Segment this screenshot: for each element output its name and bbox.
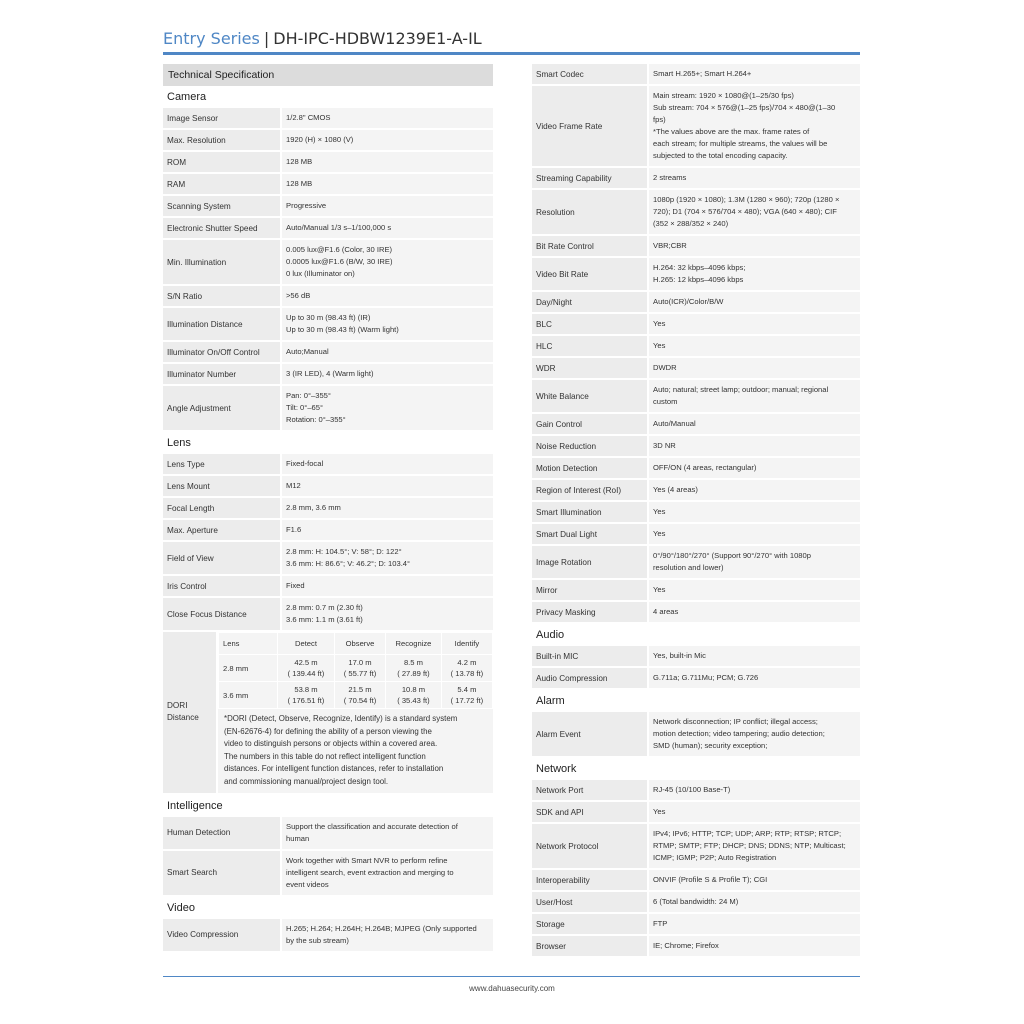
spec-row-blc xyxy=(532,314,860,336)
intelligence-rows xyxy=(163,817,493,897)
dori-note: *DORI (Detect, Observe, Recognize, Identify) is a standard system (EN-62676-4) for defining the ability of a person viewing the video to distinguish persons or objects within a covered area. The numbers in this table do not reflect intelligent function distances. For intelligent function distances, refer to installation and commissioning manual/project design tool. xyxy=(224,714,458,786)
spec-label: Smart Dual Light xyxy=(532,524,649,544)
spec-row-ram xyxy=(163,174,493,196)
spec-row-max-aperture xyxy=(163,520,493,542)
spec-value: Auto;Manual xyxy=(282,342,493,362)
spec-value: 2.8 mm: H: 104.5°; V: 58°; D: 122° 3.6 mm: H: 86.6°; V: 46.2°; D: 103.4° xyxy=(282,542,493,574)
dori-header-recognize: Recognize xyxy=(386,633,442,655)
spec-row-alarm-event xyxy=(532,712,860,758)
spec-value: Fixed xyxy=(282,576,493,596)
spec-row-lens-mount xyxy=(163,476,493,498)
spec-label: WDR xyxy=(532,358,649,378)
spec-value: Main stream: 1920 × 1080@(1–25/30 fps) Sub stream: 704 × 576@(1–25 fps)/704 × 480@(1–30 fps) *The values above are the max. frame rates of each stream; for multiple streams, the values will be subjected to the total encoding capacity. xyxy=(649,86,860,166)
alarm-rows xyxy=(532,712,860,758)
spec-row-close-focus-distance xyxy=(163,598,493,632)
spec-label: HLC xyxy=(532,336,649,356)
spec-row-resolution xyxy=(532,190,860,236)
section-video: Video xyxy=(167,901,195,914)
spec-row-smart-codec xyxy=(532,64,860,86)
header-rule xyxy=(163,52,860,55)
spec-label: Video Compression xyxy=(163,919,282,951)
camera-rows xyxy=(163,108,493,432)
spec-value: Network disconnection; IP conflict; illegal access; motion detection; video tampering; audio detection; SMD (human); security exception; xyxy=(649,712,860,756)
spec-label: Day/Night xyxy=(532,292,649,312)
spec-row-mirror xyxy=(532,580,860,602)
spec-row-rom xyxy=(163,152,493,174)
spec-label: White Balance xyxy=(532,380,649,412)
spec-row-privacy-masking xyxy=(532,602,860,624)
left-column xyxy=(163,64,493,953)
spec-label: S/N Ratio xyxy=(163,286,282,306)
spec-label: Motion Detection xyxy=(532,458,649,478)
spec-row-angle-adjustment xyxy=(163,386,493,432)
spec-value: Yes, built-in Mic xyxy=(649,646,860,666)
header-separator: | xyxy=(263,29,270,48)
spec-value: 4 areas xyxy=(649,602,860,622)
series-name: Entry Series xyxy=(163,29,260,48)
spec-value: 128 MB xyxy=(282,152,493,172)
spec-row-video-bit-rate xyxy=(532,258,860,292)
spec-row-day-night xyxy=(532,292,860,314)
spec-label: Human Detection xyxy=(163,817,282,849)
video-rows-right xyxy=(532,64,860,624)
spec-label: Interoperability xyxy=(532,870,649,890)
spec-row-wdr xyxy=(532,358,860,380)
spec-label: Alarm Event xyxy=(532,712,649,756)
spec-label: Iris Control xyxy=(163,576,282,596)
spec-value: Yes xyxy=(649,580,860,600)
spec-row-illuminator-number xyxy=(163,364,493,386)
spec-value: IE; Chrome; Firefox xyxy=(649,936,860,956)
spec-row-smart-dual-light xyxy=(532,524,860,546)
spec-value: Yes xyxy=(649,314,860,334)
dori-body xyxy=(218,632,493,793)
spec-value: Pan: 0°–355° Tilt: 0°–65° Rotation: 0°–355° xyxy=(282,386,493,430)
spec-row-sdk-and-api xyxy=(532,802,860,824)
spec-label: Max. Resolution xyxy=(163,130,282,150)
spec-row-built-in-mic xyxy=(532,646,860,668)
spec-value: Auto; natural; street lamp; outdoor; manual; regional custom xyxy=(649,380,860,412)
spec-value: Yes xyxy=(649,502,860,522)
spec-value: F1.6 xyxy=(282,520,493,540)
spec-value: 0°/90°/180°/270° (Support 90°/270° with 1080p resolution and lower) xyxy=(649,546,860,578)
spec-label: Privacy Masking xyxy=(532,602,649,622)
spec-label: Network Port xyxy=(532,780,649,800)
dori-header-lens: Lens xyxy=(219,633,278,655)
spec-value: 1920 (H) × 1080 (V) xyxy=(282,130,493,150)
spec-value: G.711a; G.711Mu; PCM; G.726 xyxy=(649,668,860,688)
section-audio: Audio xyxy=(536,629,565,641)
spec-label: Audio Compression xyxy=(532,668,649,688)
spec-value: 1/2.8" CMOS xyxy=(282,108,493,128)
spec-value: Fixed-focal xyxy=(282,454,493,474)
spec-row-user-host xyxy=(532,892,860,914)
spec-value: Work together with Smart NVR to perform refine intelligent search, event extraction and merging to event videos xyxy=(282,851,493,895)
dori-row-2-8mm: 2.8 mm 42.5 m ( 139.44 ft) 17.0 m ( 55.77 ft) 8.5 m ( 27.89 ft) 4.2 m ( 13.78 ft) xyxy=(219,655,493,682)
spec-label: Illuminator Number xyxy=(163,364,282,384)
spec-label: Region of Interest (RoI) xyxy=(532,480,649,500)
spec-row-storage xyxy=(532,914,860,936)
spec-value: 6 (Total bandwidth: 24 M) xyxy=(649,892,860,912)
spec-value: Progressive xyxy=(282,196,493,216)
section-alarm: Alarm xyxy=(536,695,565,707)
spec-value: Yes xyxy=(649,802,860,822)
spec-value: Auto/Manual 1/3 s–1/100,000 s xyxy=(282,218,493,238)
section-lens: Lens xyxy=(167,437,191,449)
spec-label: Smart Search xyxy=(163,851,282,895)
spec-row-browser xyxy=(532,936,860,958)
spec-row-illumination-distance xyxy=(163,308,493,342)
spec-label: Focal Length xyxy=(163,498,282,518)
section-intelligence: Intelligence xyxy=(167,799,223,812)
dori-table xyxy=(218,632,493,709)
spec-label: SDK and API xyxy=(532,802,649,822)
spec-row-smart-search xyxy=(163,851,493,897)
spec-value: Yes xyxy=(649,336,860,356)
spec-label: Mirror xyxy=(532,580,649,600)
spec-value: Yes (4 areas) xyxy=(649,480,860,500)
spec-label: Built-in MIC xyxy=(532,646,649,666)
spec-row-hlc xyxy=(532,336,860,358)
spec-value: 2 streams xyxy=(649,168,860,188)
spec-row-focal-length xyxy=(163,498,493,520)
spec-label: Image Sensor xyxy=(163,108,282,128)
spec-label: Storage xyxy=(532,914,649,934)
spec-value: 3 (IR LED), 4 (Warm light) xyxy=(282,364,493,384)
spec-label: Lens Mount xyxy=(163,476,282,496)
dori-header-observe: Observe xyxy=(334,633,385,655)
spec-label: Image Rotation xyxy=(532,546,649,578)
footer-url: www.dahuasecurity.com xyxy=(469,984,555,993)
spec-label: Network Protocol xyxy=(532,824,649,868)
spec-value: 2.8 mm: 0.7 m (2.30 ft) 3.6 mm: 1.1 m (3.61 ft) xyxy=(282,598,493,630)
right-column xyxy=(532,64,860,958)
spec-row-electronic-shutter-speed xyxy=(163,218,493,240)
spec-label: Resolution xyxy=(532,190,649,234)
network-rows xyxy=(532,780,860,958)
spec-value: DWDR xyxy=(649,358,860,378)
spec-row-motion-detection xyxy=(532,458,860,480)
spec-row-min-illumination xyxy=(163,240,493,286)
spec-label: Max. Aperture xyxy=(163,520,282,540)
spec-value: OFF/ON (4 areas, rectangular) xyxy=(649,458,860,478)
spec-row-scanning-system xyxy=(163,196,493,218)
spec-label: RAM xyxy=(163,174,282,194)
spec-value: ONVIF (Profile S & Profile T); CGI xyxy=(649,870,860,890)
spec-label: Field of View xyxy=(163,542,282,574)
lens-rows xyxy=(163,454,493,632)
spec-label: Smart Codec xyxy=(532,64,649,84)
section-camera: Camera xyxy=(167,91,207,103)
spec-row-audio-compression xyxy=(532,668,860,690)
spec-value: 0.005 lux@F1.6 (Color, 30 IRE) 0.0005 lux@F1.6 (B/W, 30 IRE) 0 lux (Illuminator on) xyxy=(282,240,493,284)
spec-value: 2.8 mm, 3.6 mm xyxy=(282,498,493,518)
spec-label: Gain Control xyxy=(532,414,649,434)
video-rows-left xyxy=(163,919,493,953)
spec-label: Close Focus Distance xyxy=(163,598,282,630)
spec-label: BLC xyxy=(532,314,649,334)
spec-row-field-of-view xyxy=(163,542,493,576)
spec-row-image-sensor xyxy=(163,108,493,130)
spec-label: Video Bit Rate xyxy=(532,258,649,290)
spec-title: Technical Specification xyxy=(163,64,493,86)
dori-row-3-6mm: 3.6 mm 53.8 m ( 176.51 ft) 21.5 m ( 70.54 ft) 10.8 m ( 35.43 ft) 5.4 m ( 17.72 ft) xyxy=(219,682,493,709)
spec-value: VBR;CBR xyxy=(649,236,860,256)
spec-row-white-balance xyxy=(532,380,860,414)
spec-value: Smart H.265+; Smart H.264+ xyxy=(649,64,860,84)
spec-value: RJ-45 (10/100 Base-T) xyxy=(649,780,860,800)
spec-row-smart-illumination xyxy=(532,502,860,524)
spec-label: Noise Reduction xyxy=(532,436,649,456)
spec-value: Support the classification and accurate detection of human xyxy=(282,817,493,849)
spec-label: Streaming Capability xyxy=(532,168,649,188)
page-header xyxy=(163,28,482,50)
spec-row-lens-type xyxy=(163,454,493,476)
spec-label: Min. Illumination xyxy=(163,240,282,284)
dori-label: DORI Distance xyxy=(163,632,218,793)
spec-row-streaming-capability xyxy=(532,168,860,190)
dori-header-identify: Identify xyxy=(441,633,492,655)
spec-label: Smart Illumination xyxy=(532,502,649,522)
spec-row-noise-reduction xyxy=(532,436,860,458)
spec-value: >56 dB xyxy=(282,286,493,306)
spec-row-illuminator-on-off-control xyxy=(163,342,493,364)
spec-value: Auto(ICR)/Color/B/W xyxy=(649,292,860,312)
spec-row-network-protocol xyxy=(532,824,860,870)
spec-row-image-rotation xyxy=(532,546,860,580)
spec-row-gain-control xyxy=(532,414,860,436)
spec-value: H.265; H.264; H.264H; H.264B; MJPEG (Only supported by the sub stream) xyxy=(282,919,493,951)
dori-distance xyxy=(163,632,493,795)
spec-row-interoperability xyxy=(532,870,860,892)
spec-row-region-of-interest-roi xyxy=(532,480,860,502)
section-network: Network xyxy=(536,763,577,775)
spec-label: Bit Rate Control xyxy=(532,236,649,256)
spec-label: Electronic Shutter Speed xyxy=(163,218,282,238)
spec-value: FTP xyxy=(649,914,860,934)
spec-label: Video Frame Rate xyxy=(532,86,649,166)
dori-header-detect: Detect xyxy=(278,633,335,655)
spec-label: Lens Type xyxy=(163,454,282,474)
spec-value: 128 MB xyxy=(282,174,493,194)
footer-rule xyxy=(163,976,860,977)
spec-row-video-frame-rate xyxy=(532,86,860,168)
spec-label: Illumination Distance xyxy=(163,308,282,340)
spec-value: M12 xyxy=(282,476,493,496)
spec-value: H.264: 32 kbps–4096 kbps; H.265: 12 kbps–4096 kbps xyxy=(649,258,860,290)
spec-row-video-compression xyxy=(163,919,493,953)
spec-row-bit-rate-control xyxy=(532,236,860,258)
spec-row-human-detection xyxy=(163,817,493,851)
spec-value: Up to 30 m (98.43 ft) (IR) Up to 30 m (98.43 ft) (Warm light) xyxy=(282,308,493,340)
spec-label: Illuminator On/Off Control xyxy=(163,342,282,362)
spec-row-network-port xyxy=(532,780,860,802)
spec-row-s-n-ratio xyxy=(163,286,493,308)
audio-rows xyxy=(532,646,860,690)
model-name: DH-IPC-HDBW1239E1-A-IL xyxy=(273,29,482,48)
spec-value: Auto/Manual xyxy=(649,414,860,434)
spec-label: ROM xyxy=(163,152,282,172)
spec-value: IPv4; IPv6; HTTP; TCP; UDP; ARP; RTP; RTSP; RTCP; RTMP; SMTP; FTP; DHCP; DNS; DDNS; NTP; Multicast; ICMP; IGMP; P2P; Auto Registration xyxy=(649,824,860,868)
spec-label: User/Host xyxy=(532,892,649,912)
spec-value: 1080p (1920 × 1080); 1.3M (1280 × 960); 720p (1280 × 720); D1 (704 × 576/704 × 480); VGA (640 × 480); CIF (352 × 288/352 × 240) xyxy=(649,190,860,234)
spec-row-max-resolution xyxy=(163,130,493,152)
spec-value: 3D NR xyxy=(649,436,860,456)
spec-value: Yes xyxy=(649,524,860,544)
spec-label: Browser xyxy=(532,936,649,956)
spec-label: Scanning System xyxy=(163,196,282,216)
spec-label: Angle Adjustment xyxy=(163,386,282,430)
spec-row-iris-control xyxy=(163,576,493,598)
